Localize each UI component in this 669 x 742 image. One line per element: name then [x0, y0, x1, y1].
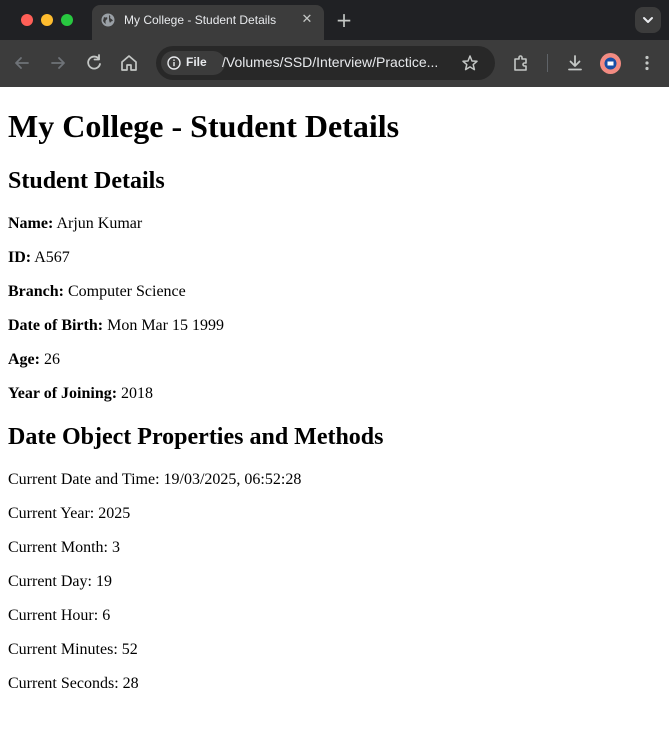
tab-search-button[interactable]: [635, 7, 661, 33]
field-value: Computer Science: [68, 283, 186, 300]
url-text[interactable]: /Volumes/SSD/Interview/Practice...: [222, 54, 439, 70]
field-label: Branch:: [8, 283, 64, 300]
close-window-button[interactable]: [21, 14, 33, 26]
field-label: Age:: [8, 351, 40, 368]
browser-toolbar: [0, 40, 669, 87]
site-info-chip[interactable]: [161, 51, 225, 75]
student-details-heading: Student Details: [8, 168, 165, 194]
close-icon[interactable]: ✕: [301, 12, 313, 27]
page-title: My College - Student Details: [8, 108, 400, 144]
field-value: Arjun Kumar: [56, 215, 143, 232]
current-month-line: Current Month: 3: [8, 539, 120, 556]
forward-arrow-icon[interactable]: [48, 53, 68, 73]
back-arrow-icon[interactable]: [12, 53, 32, 73]
current-year-line: Current Year: 2025: [8, 505, 131, 522]
field-value: 2018: [121, 385, 154, 402]
field-label: ID:: [8, 249, 32, 266]
address-bar[interactable]: [156, 46, 495, 80]
current-minutes-line: Current Minutes: 52: [8, 641, 138, 658]
maximize-window-button[interactable]: [61, 14, 73, 26]
student-field-branch: [8, 283, 186, 301]
current-hour-line: Current Hour: 6: [8, 607, 111, 624]
profile-icon: [600, 53, 621, 74]
student-field-year-of-joining: [8, 385, 153, 403]
current-seconds-line: Current Seconds: 28: [8, 675, 139, 692]
browser-titlebar: [0, 0, 669, 40]
chevron-down-icon: [635, 7, 661, 33]
download-icon[interactable]: [565, 53, 585, 73]
current-day-line: Current Day: 19: [8, 573, 112, 590]
home-icon[interactable]: [119, 53, 139, 73]
new-tab-button[interactable]: +: [335, 8, 353, 32]
bookmark-star-icon[interactable]: [461, 54, 479, 72]
toolbar-divider: [547, 54, 548, 72]
more-menu-icon[interactable]: [637, 53, 657, 73]
field-label: Date of Birth:: [8, 317, 104, 334]
info-icon: [167, 56, 181, 70]
current-date-time-line: Current Date and Time: 19/03/2025, 06:52:28: [8, 471, 302, 488]
field-value: A567: [34, 249, 70, 266]
field-label: Name:: [8, 215, 54, 232]
student-field-dob: [8, 317, 224, 335]
tab-title: My College - Student Details: [124, 13, 277, 27]
extensions-icon[interactable]: [511, 53, 531, 73]
minimize-window-button[interactable]: [41, 14, 53, 26]
field-value: 26: [43, 351, 60, 368]
active-tab[interactable]: [92, 5, 324, 40]
chip-label: File: [186, 55, 207, 69]
field-label: Year of Joining:: [8, 385, 118, 402]
student-field-age: [8, 351, 60, 369]
reload-icon[interactable]: [84, 53, 104, 73]
student-field-name: [8, 215, 142, 233]
profile-avatar[interactable]: [600, 53, 621, 74]
globe-icon: [101, 13, 115, 27]
student-field-id: [8, 249, 70, 267]
field-value: Mon Mar 15 1999: [107, 317, 224, 334]
date-object-heading: Date Object Properties and Methods: [8, 424, 384, 450]
